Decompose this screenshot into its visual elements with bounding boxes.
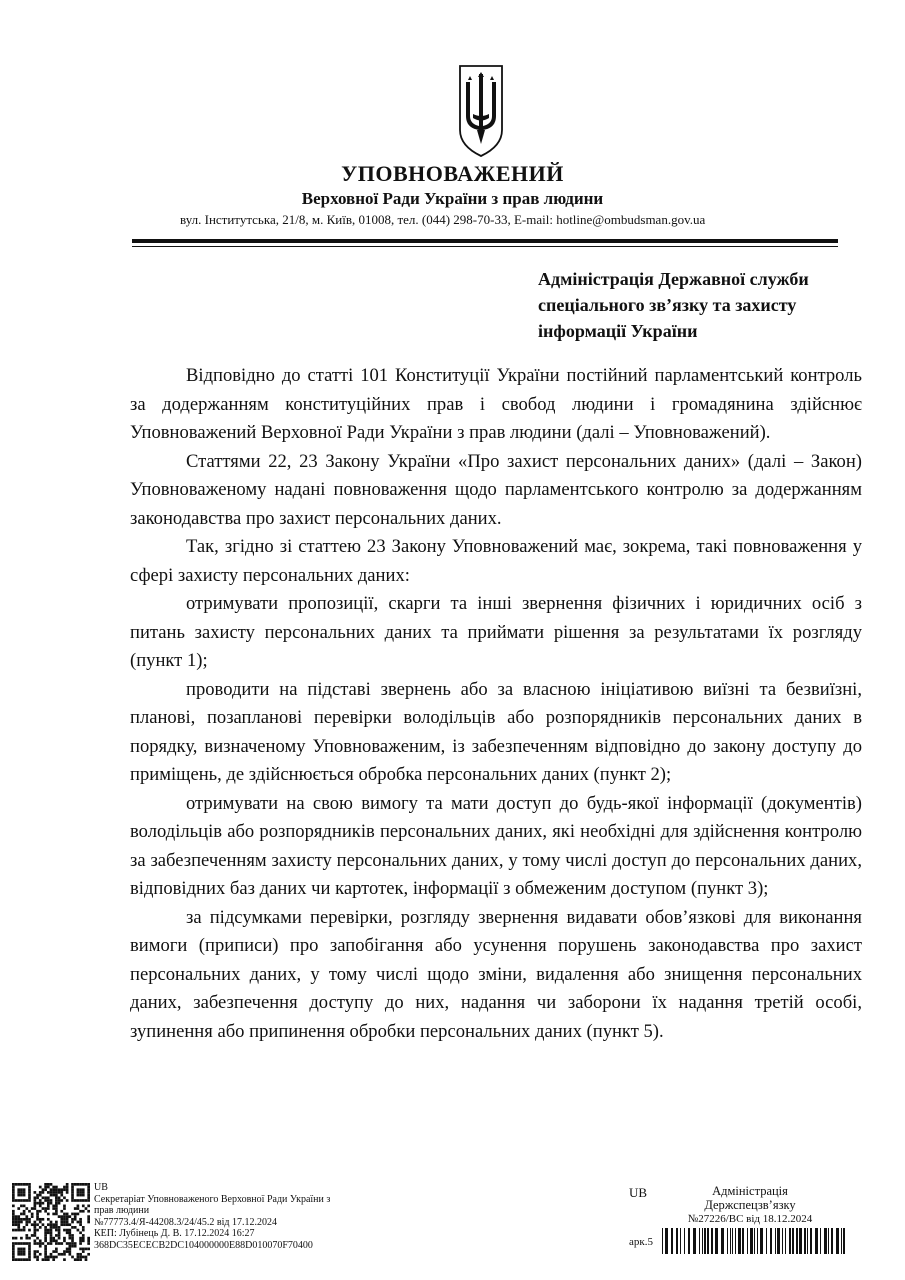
stamp-line: КЕП: Лубінець Д. В. 17.12.2024 16:27 xyxy=(94,1228,255,1239)
addressee-line: інформації України xyxy=(538,321,698,341)
sheet-number: арк.5 xyxy=(629,1236,653,1248)
body-paragraph: проводити на підставі звернень або за власною ініціативою виїзні та безвиїзні, планові, позапланові перевірки володільців або розпорядників персональних даних в порядку, визначеному Уповноваженим, із забезпеченням відповідно до закону доступу до приміщень, де здійснюється обробка персональних даних (пункт 2); xyxy=(130,678,862,785)
letter-body xyxy=(130,362,862,1046)
body-paragraph: Статтями 22, 23 Закону України «Про захист персональних даних» (далі – Закон) Уповноваженому надані повноваження щодо парламентського контролю за додержанням законодавства про захист персональних даних. xyxy=(130,450,862,529)
stamp-line: UB xyxy=(94,1182,108,1193)
header-rule-thin xyxy=(132,246,838,247)
body-paragraph: Відповідно до статті 101 Конституції України постійний парламентський контроль за додержанням конституційних прав і свобод людини і громадянина здійснює Уповноважений Верховної Ради України з прав людини (далі – Уповноважений). xyxy=(130,365,862,443)
addressee-line: спеціального зв’язку та захисту xyxy=(538,295,797,315)
sender-registration-stamp xyxy=(94,1182,394,1251)
receiver-registration-stamp xyxy=(670,1184,830,1226)
stamp-line: прав людини xyxy=(94,1205,150,1216)
institution-title: УПОВНОВАЖЕНИЙ xyxy=(341,161,564,186)
receiver-ub-label: UB xyxy=(629,1185,648,1200)
header-rule-thick xyxy=(132,239,838,243)
addressee-line: Адміністрація Державної служби xyxy=(538,269,809,289)
stamp-line: №77773.4/Я-44208.3/24/45.2 від 17.12.2024 xyxy=(94,1216,277,1228)
qr-code-icon xyxy=(12,1183,90,1261)
institution-subtitle: Верховної Ради України з прав людини xyxy=(301,189,604,208)
body-paragraph: Так, згідно зі статтею 23 Закону Уповноважений має, зокрема, такі повноваження у сфері захисту персональних даних: xyxy=(130,536,862,586)
institution-address: вул. Інститутська, 21/8, м. Київ, 01008, тел. (044) 298-70-33, E-mail: hotline@ombudsman.gov.ua xyxy=(180,212,706,227)
stamp-line: Адміністрація xyxy=(712,1184,788,1198)
body-paragraph: отримувати на свою вимогу та мати доступ до будь-якої інформації (документів) володільців або розпорядників персональних даних, які необхідні для здійснення контролю за забезпеченням захисту персональних даних, у тому числі доступ до персональних даних, відповідних баз даних чи картотек, інформації з обмеженим доступом (пункт 3); xyxy=(130,792,862,899)
stamp-line: Секретаріат Уповноваженого Верховної Ради України з xyxy=(94,1193,331,1205)
body-paragraph: за підсумками перевірки, розгляду звернення видавати обов’язкові для виконання вимоги (приписи) про запобігання або усунення порушень законодавства про захист персональних даних, у тому числі щодо зміни, видалення або знищення персональних даних, забезпечення доступу до них, надання чи заборони їх надання третій особі, зупинення або припинення обробки персональних даних (пункт 5). xyxy=(130,906,862,1042)
stamp-line: 368DC35ECECB2DC104000000E88D010070F70400 xyxy=(94,1239,313,1251)
body-paragraph: отримувати пропозиції, скарги та інші звернення фізичних і юридичних осіб з питань захисту персональних даних та приймати рішення за результатами їх розгляду (пункт 1); xyxy=(130,593,862,671)
trident-coat-of-arms-icon xyxy=(458,64,504,158)
stamp-line: №27226/ВС від 18.12.2024 xyxy=(687,1213,813,1225)
addressee-block xyxy=(538,266,878,344)
barcode-icon xyxy=(662,1228,848,1254)
stamp-line: Держспецзв’язку xyxy=(704,1198,796,1212)
